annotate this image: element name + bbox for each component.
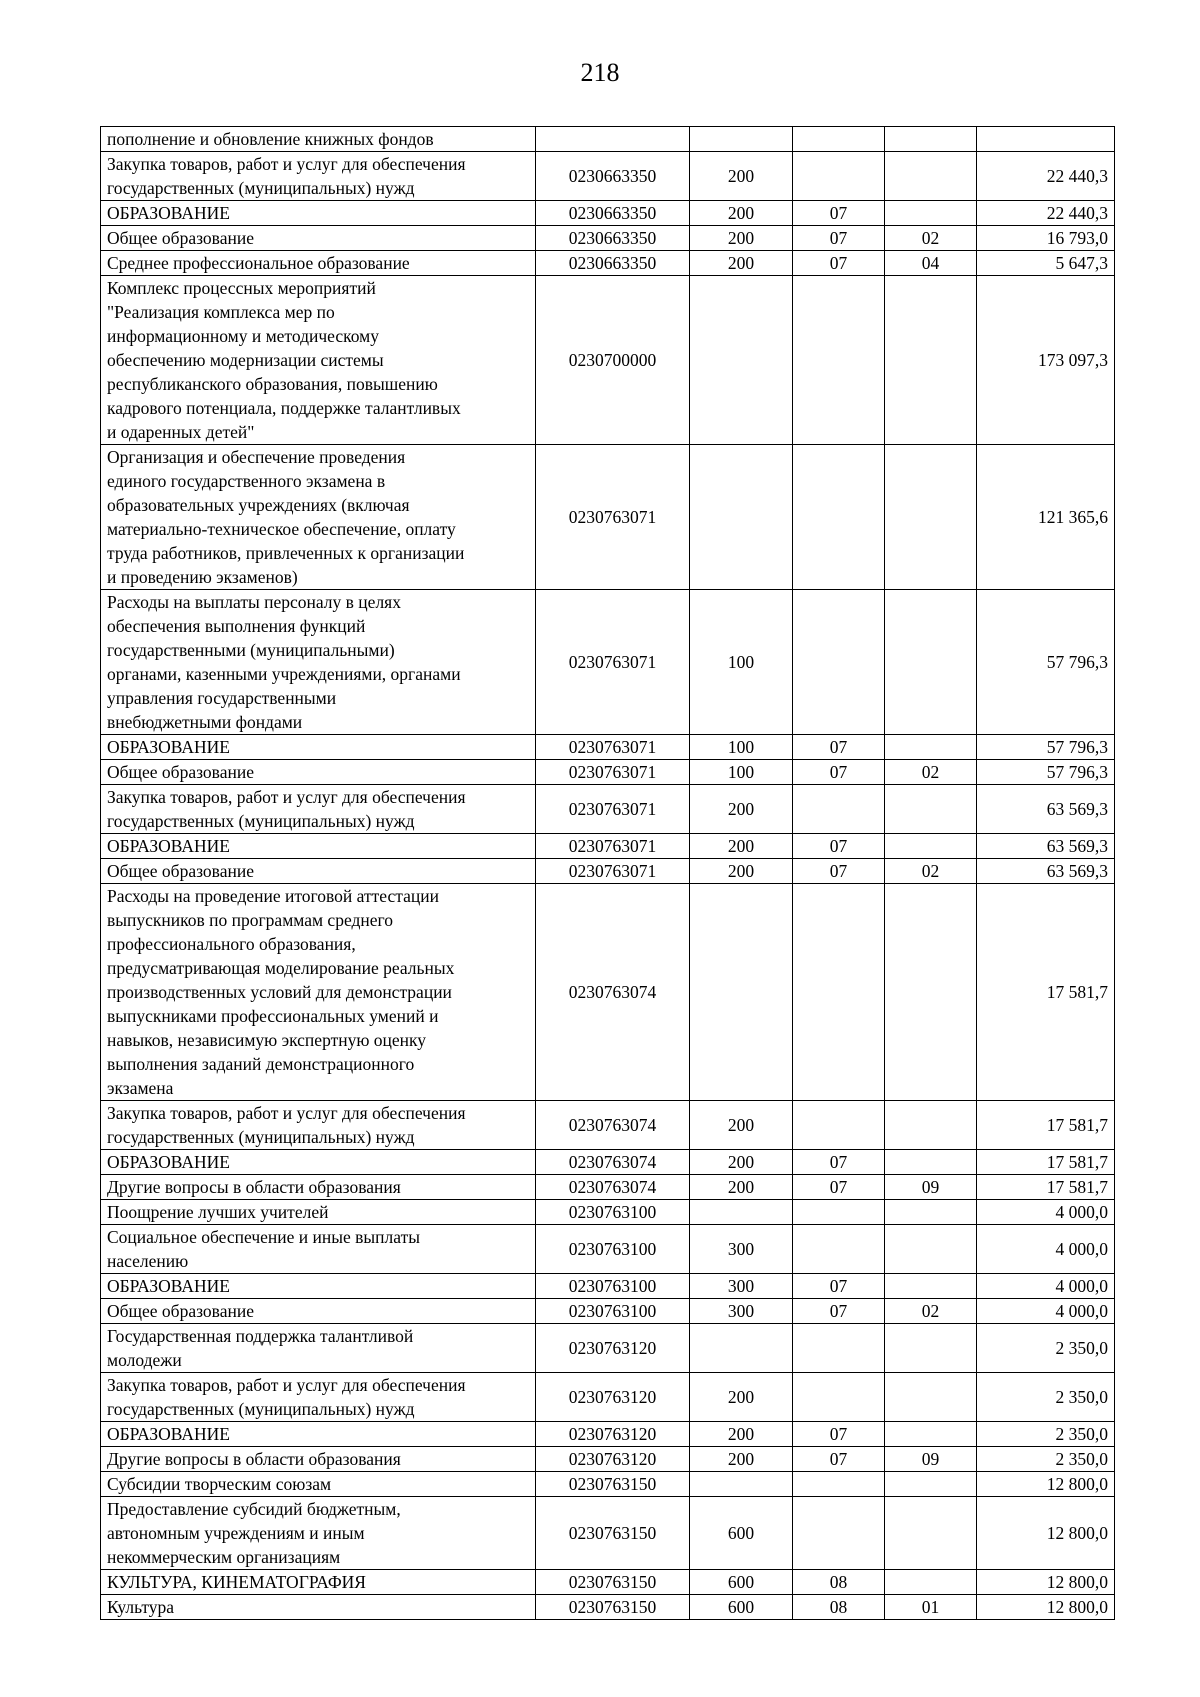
- row-name-text: пополнение и обновление книжных фондов: [107, 129, 434, 149]
- table-row: [101, 1595, 1115, 1620]
- cell-subsection: [885, 1150, 977, 1175]
- cell-amount: 121 365,6: [977, 445, 1115, 590]
- cell-target-article: [536, 127, 690, 152]
- cell-amount: 2 350,0: [977, 1422, 1115, 1447]
- cell-name: [101, 884, 536, 1101]
- table-row: [101, 1299, 1115, 1324]
- cell-target-article: 0230763071: [536, 834, 690, 859]
- cell-section: 07: [793, 1447, 885, 1472]
- cell-target-article: 0230763071: [536, 445, 690, 590]
- cell-subsection: [885, 735, 977, 760]
- cell-expense-type: [690, 1200, 793, 1225]
- cell-target-article: 0230763071: [536, 590, 690, 735]
- table-row: [101, 760, 1115, 785]
- cell-name: [101, 1175, 536, 1200]
- cell-expense-type: 200: [690, 1422, 793, 1447]
- cell-amount: 22 440,3: [977, 152, 1115, 201]
- row-name-text: Общее образование: [107, 1301, 254, 1321]
- cell-target-article: 0230763100: [536, 1225, 690, 1274]
- cell-section: [793, 1101, 885, 1150]
- cell-subsection: [885, 590, 977, 735]
- table-row: [101, 1101, 1115, 1150]
- cell-section: 07: [793, 859, 885, 884]
- row-name-text: КУЛЬТУРА, КИНЕМАТОГРАФИЯ: [107, 1572, 366, 1592]
- cell-target-article: 0230663350: [536, 201, 690, 226]
- cell-subsection: [885, 152, 977, 201]
- cell-amount: 2 350,0: [977, 1373, 1115, 1422]
- cell-section: 07: [793, 226, 885, 251]
- cell-expense-type: [690, 884, 793, 1101]
- table-row: [101, 1570, 1115, 1595]
- row-name-text: Общее образование: [107, 228, 254, 248]
- cell-section: 07: [793, 834, 885, 859]
- cell-subsection: 09: [885, 1175, 977, 1200]
- cell-target-article: 0230763120: [536, 1447, 690, 1472]
- cell-name: [101, 1324, 536, 1373]
- cell-subsection: 02: [885, 859, 977, 884]
- cell-name: [101, 1150, 536, 1175]
- cell-expense-type: 300: [690, 1225, 793, 1274]
- cell-expense-type: 300: [690, 1299, 793, 1324]
- cell-expense-type: 600: [690, 1595, 793, 1620]
- table-row: [101, 1150, 1115, 1175]
- budget-table: [100, 126, 1115, 1620]
- cell-name: [101, 1101, 536, 1150]
- cell-subsection: [885, 1497, 977, 1570]
- row-name-text: ОБРАЗОВАНИЕ: [107, 1152, 230, 1172]
- cell-section: 07: [793, 201, 885, 226]
- table-row: [101, 884, 1115, 1101]
- cell-target-article: 0230763071: [536, 859, 690, 884]
- cell-target-article: 0230763071: [536, 735, 690, 760]
- row-name-text: Закупка товаров, работ и услуг для обеспечения государственных (муниципальных) нужд: [107, 787, 466, 831]
- cell-amount: 17 581,7: [977, 1150, 1115, 1175]
- cell-section: [793, 884, 885, 1101]
- cell-target-article: 0230663350: [536, 251, 690, 276]
- cell-amount: 22 440,3: [977, 201, 1115, 226]
- cell-subsection: 02: [885, 226, 977, 251]
- cell-name: [101, 127, 536, 152]
- cell-expense-type: 200: [690, 1447, 793, 1472]
- table-row: [101, 1373, 1115, 1422]
- cell-section: [793, 590, 885, 735]
- row-name-text: Закупка товаров, работ и услуг для обеспечения государственных (муниципальных) нужд: [107, 154, 466, 198]
- cell-subsection: [885, 1570, 977, 1595]
- cell-name: [101, 445, 536, 590]
- cell-amount: 63 569,3: [977, 785, 1115, 834]
- cell-expense-type: 100: [690, 590, 793, 735]
- cell-expense-type: 200: [690, 1373, 793, 1422]
- cell-section: [793, 785, 885, 834]
- cell-name: [101, 152, 536, 201]
- row-name-text: Организация и обеспечение проведения единого государственного экзамена в образовательных учреждениях (включая материально-техническое обеспечение, оплату труда работников, привлеченных к организации и проведению экзаменов): [107, 447, 465, 587]
- cell-section: [793, 152, 885, 201]
- cell-subsection: [885, 1225, 977, 1274]
- cell-target-article: 0230763150: [536, 1570, 690, 1595]
- table-row: [101, 1472, 1115, 1497]
- cell-name: [101, 201, 536, 226]
- cell-expense-type: 600: [690, 1497, 793, 1570]
- cell-expense-type: 200: [690, 1101, 793, 1150]
- cell-amount: 17 581,7: [977, 884, 1115, 1101]
- table-row: [101, 1324, 1115, 1373]
- cell-name: [101, 1595, 536, 1620]
- cell-name: [101, 251, 536, 276]
- row-name-text: ОБРАЗОВАНИЕ: [107, 1424, 230, 1444]
- cell-amount: 4 000,0: [977, 1299, 1115, 1324]
- table-row: [101, 1200, 1115, 1225]
- table-row: [101, 735, 1115, 760]
- table-row: [101, 226, 1115, 251]
- row-name-text: ОБРАЗОВАНИЕ: [107, 203, 230, 223]
- cell-amount: 2 350,0: [977, 1447, 1115, 1472]
- cell-target-article: 0230763071: [536, 760, 690, 785]
- cell-amount: 4 000,0: [977, 1274, 1115, 1299]
- row-name-text: ОБРАЗОВАНИЕ: [107, 836, 230, 856]
- cell-name: [101, 1422, 536, 1447]
- cell-expense-type: 200: [690, 251, 793, 276]
- table-row: [101, 1447, 1115, 1472]
- cell-expense-type: 200: [690, 859, 793, 884]
- row-name-text: Социальное обеспечение и иные выплаты населению: [107, 1227, 421, 1271]
- cell-subsection: [885, 1324, 977, 1373]
- cell-amount: 4 000,0: [977, 1200, 1115, 1225]
- table-row: [101, 201, 1115, 226]
- cell-section: [793, 1497, 885, 1570]
- cell-target-article: 0230763074: [536, 884, 690, 1101]
- cell-subsection: [885, 884, 977, 1101]
- cell-expense-type: 100: [690, 760, 793, 785]
- cell-section: [793, 127, 885, 152]
- cell-amount: 63 569,3: [977, 834, 1115, 859]
- cell-amount: 12 800,0: [977, 1472, 1115, 1497]
- cell-section: 07: [793, 1422, 885, 1447]
- cell-target-article: 0230763074: [536, 1175, 690, 1200]
- cell-target-article: 0230663350: [536, 226, 690, 251]
- cell-target-article: 0230763120: [536, 1373, 690, 1422]
- cell-name: [101, 834, 536, 859]
- row-name-text: Поощрение лучших учителей: [107, 1202, 329, 1222]
- cell-section: 07: [793, 1274, 885, 1299]
- cell-target-article: 0230663350: [536, 152, 690, 201]
- row-name-text: Расходы на выплаты персоналу в целях обеспечения выполнения функций государственными (муниципальными) органами, казенными учреждениями, органами управления государственными внебюджетными фондами: [107, 592, 461, 732]
- cell-expense-type: [690, 276, 793, 445]
- cell-section: [793, 1225, 885, 1274]
- cell-subsection: [885, 785, 977, 834]
- row-name-text: Закупка товаров, работ и услуг для обеспечения государственных (муниципальных) нужд: [107, 1103, 466, 1147]
- cell-target-article: 0230763071: [536, 785, 690, 834]
- cell-section: 07: [793, 735, 885, 760]
- cell-section: [793, 1324, 885, 1373]
- budget-table-body: [101, 127, 1115, 1620]
- cell-section: [793, 1472, 885, 1497]
- table-row: [101, 1497, 1115, 1570]
- cell-section: 08: [793, 1570, 885, 1595]
- cell-section: 07: [793, 1299, 885, 1324]
- table-row: [101, 152, 1115, 201]
- cell-expense-type: 200: [690, 785, 793, 834]
- row-name-text: Культура: [107, 1597, 175, 1617]
- cell-expense-type: [690, 445, 793, 590]
- cell-name: [101, 1570, 536, 1595]
- cell-expense-type: [690, 1472, 793, 1497]
- page-number: 218: [580, 58, 620, 87]
- cell-expense-type: 200: [690, 152, 793, 201]
- row-name-text: Другие вопросы в области образования: [107, 1177, 401, 1197]
- cell-target-article: 0230763100: [536, 1200, 690, 1225]
- cell-target-article: 0230763100: [536, 1299, 690, 1324]
- cell-expense-type: 200: [690, 201, 793, 226]
- cell-amount: 17 581,7: [977, 1101, 1115, 1150]
- row-name-text: Комплекс процессных мероприятий "Реализация комплекса мер по информационному и методическому обеспечению модернизации системы республиканского образования, повышению кадрового потенциала, поддержке талантливых и одаренных детей": [107, 278, 461, 442]
- cell-amount: 12 800,0: [977, 1595, 1115, 1620]
- cell-name: [101, 1447, 536, 1472]
- cell-name: [101, 785, 536, 834]
- cell-amount: 63 569,3: [977, 859, 1115, 884]
- cell-amount: 2 350,0: [977, 1324, 1115, 1373]
- cell-section: [793, 1200, 885, 1225]
- cell-amount: 57 796,3: [977, 735, 1115, 760]
- cell-subsection: 02: [885, 760, 977, 785]
- cell-subsection: [885, 445, 977, 590]
- cell-section: [793, 276, 885, 445]
- cell-subsection: [885, 127, 977, 152]
- cell-subsection: [885, 1101, 977, 1150]
- table-row: [101, 1422, 1115, 1447]
- cell-subsection: [885, 1274, 977, 1299]
- cell-amount: 173 097,3: [977, 276, 1115, 445]
- cell-subsection: 04: [885, 251, 977, 276]
- row-name-text: Среднее профессиональное образование: [107, 253, 410, 273]
- cell-section: [793, 1373, 885, 1422]
- cell-target-article: 0230700000: [536, 276, 690, 445]
- cell-name: [101, 1274, 536, 1299]
- row-name-text: ОБРАЗОВАНИЕ: [107, 1276, 230, 1296]
- cell-subsection: 02: [885, 1299, 977, 1324]
- cell-amount: 5 647,3: [977, 251, 1115, 276]
- cell-target-article: 0230763150: [536, 1497, 690, 1570]
- table-row: [101, 859, 1115, 884]
- table-row: [101, 1225, 1115, 1274]
- cell-name: [101, 859, 536, 884]
- cell-section: 07: [793, 251, 885, 276]
- cell-subsection: [885, 1200, 977, 1225]
- cell-amount: 12 800,0: [977, 1497, 1115, 1570]
- cell-amount: 12 800,0: [977, 1570, 1115, 1595]
- cell-amount: 57 796,3: [977, 760, 1115, 785]
- row-name-text: Расходы на проведение итоговой аттестации выпускников по программам среднего профессионального образования, предусматривающая моделирование реальных производственных условий для демонстрации выпускниками профессиональных умений и навыков, независимую экспертную оценку выполнения заданий демонстрационного экзамена: [107, 886, 455, 1098]
- cell-name: [101, 1200, 536, 1225]
- cell-target-article: 0230763074: [536, 1101, 690, 1150]
- table-row: [101, 251, 1115, 276]
- row-name-text: Закупка товаров, работ и услуг для обеспечения государственных (муниципальных) нужд: [107, 1375, 466, 1419]
- row-name-text: Общее образование: [107, 762, 254, 782]
- cell-expense-type: 200: [690, 834, 793, 859]
- cell-expense-type: 200: [690, 226, 793, 251]
- cell-expense-type: 200: [690, 1150, 793, 1175]
- cell-amount: 57 796,3: [977, 590, 1115, 735]
- cell-subsection: [885, 1373, 977, 1422]
- cell-name: [101, 1373, 536, 1422]
- cell-target-article: 0230763150: [536, 1472, 690, 1497]
- cell-target-article: 0230763100: [536, 1274, 690, 1299]
- cell-section: 07: [793, 1150, 885, 1175]
- cell-subsection: [885, 201, 977, 226]
- table-row: [101, 127, 1115, 152]
- cell-name: [101, 590, 536, 735]
- table-row: [101, 1175, 1115, 1200]
- cell-name: [101, 735, 536, 760]
- cell-name: [101, 276, 536, 445]
- cell-subsection: 01: [885, 1595, 977, 1620]
- cell-section: 08: [793, 1595, 885, 1620]
- cell-expense-type: 300: [690, 1274, 793, 1299]
- cell-name: [101, 760, 536, 785]
- cell-target-article: 0230763150: [536, 1595, 690, 1620]
- row-name-text: Государственная поддержка талантливой молодежи: [107, 1326, 414, 1370]
- cell-name: [101, 1225, 536, 1274]
- row-name-text: Другие вопросы в области образования: [107, 1449, 401, 1469]
- table-row: [101, 276, 1115, 445]
- cell-expense-type: [690, 1324, 793, 1373]
- cell-expense-type: 600: [690, 1570, 793, 1595]
- cell-target-article: 0230763074: [536, 1150, 690, 1175]
- row-name-text: Общее образование: [107, 861, 254, 881]
- table-row: [101, 445, 1115, 590]
- row-name-text: ОБРАЗОВАНИЕ: [107, 737, 230, 757]
- cell-expense-type: 100: [690, 735, 793, 760]
- cell-name: [101, 1472, 536, 1497]
- cell-expense-type: 200: [690, 1175, 793, 1200]
- cell-section: [793, 445, 885, 590]
- row-name-text: Предоставление субсидий бюджетным, автономным учреждениям и иным некоммерческим организациям: [107, 1499, 401, 1567]
- table-row: [101, 590, 1115, 735]
- cell-target-article: 0230763120: [536, 1422, 690, 1447]
- cell-name: [101, 1299, 536, 1324]
- cell-amount: [977, 127, 1115, 152]
- table-row: [101, 1274, 1115, 1299]
- cell-subsection: [885, 1472, 977, 1497]
- cell-subsection: [885, 834, 977, 859]
- cell-expense-type: [690, 127, 793, 152]
- table-row: [101, 785, 1115, 834]
- cell-section: 07: [793, 760, 885, 785]
- cell-amount: 4 000,0: [977, 1225, 1115, 1274]
- cell-subsection: [885, 276, 977, 445]
- cell-amount: 17 581,7: [977, 1175, 1115, 1200]
- cell-subsection: 09: [885, 1447, 977, 1472]
- table-row: [101, 834, 1115, 859]
- cell-subsection: [885, 1422, 977, 1447]
- cell-amount: 16 793,0: [977, 226, 1115, 251]
- cell-target-article: 0230763120: [536, 1324, 690, 1373]
- cell-section: 07: [793, 1175, 885, 1200]
- cell-name: [101, 1497, 536, 1570]
- cell-name: [101, 226, 536, 251]
- row-name-text: Субсидии творческим союзам: [107, 1474, 332, 1494]
